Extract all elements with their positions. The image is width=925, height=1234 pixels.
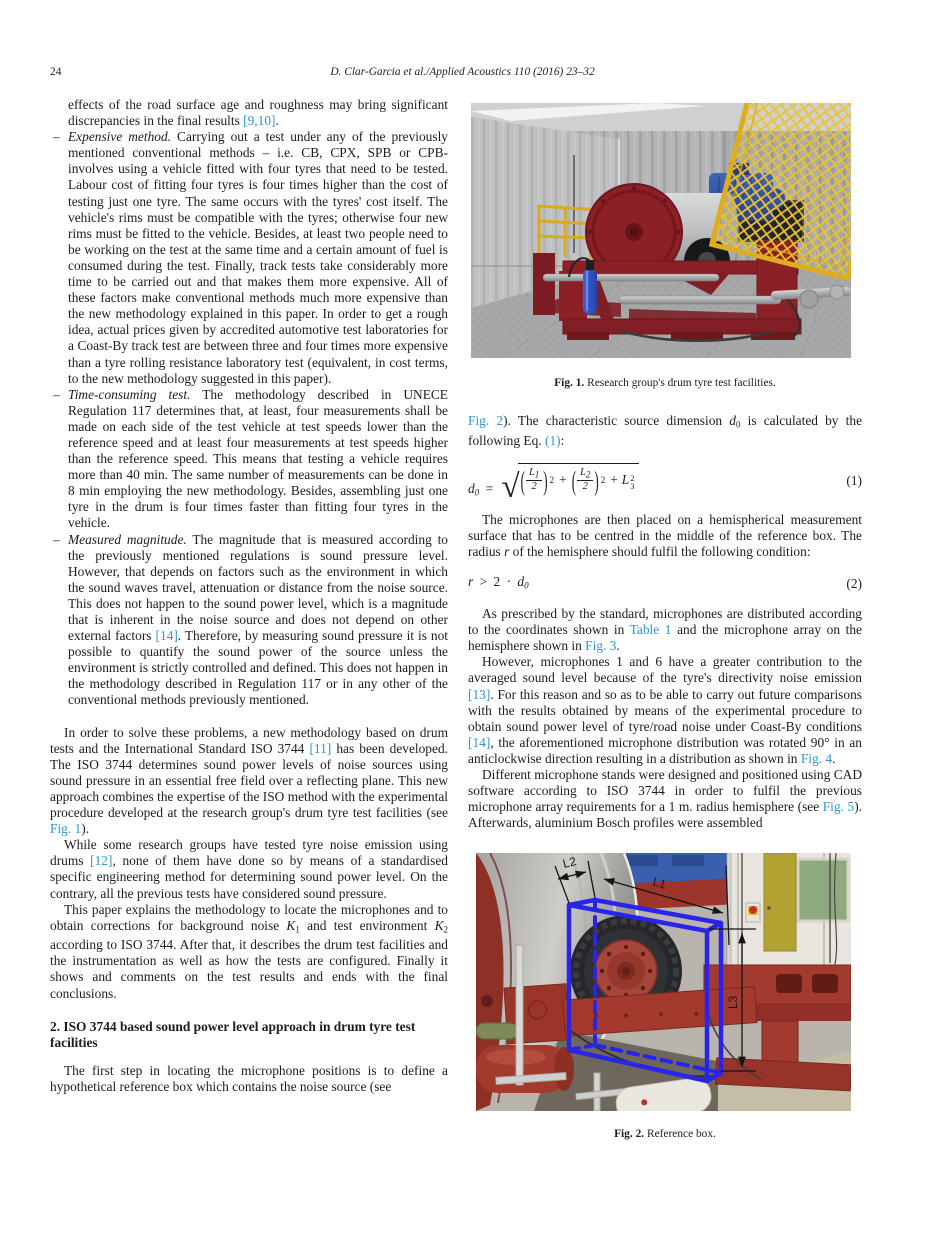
- equation2-expression: r > 2 · d0: [468, 574, 529, 591]
- text-run: is calculated by the following Eq.: [468, 413, 863, 448]
- text-run: The microphones are then placed on a hemispherical measurement surface that has to be centred in the middle of the reference box. The radius: [468, 512, 862, 560]
- reference-link[interactable]: Fig. 5: [822, 799, 855, 815]
- bullet-marker: –: [53, 531, 60, 547]
- text-run: of the hemisphere should fulfil the following condition:: [509, 544, 811, 560]
- reference-link[interactable]: Table 1: [629, 622, 672, 638]
- equation-1: [468, 463, 862, 505]
- paragraph: [50, 902, 448, 1002]
- reference-link[interactable]: [14]: [468, 734, 491, 750]
- figure1-caption-label: Fig. 1.: [554, 377, 585, 389]
- dimension-label-l3: L3: [726, 996, 740, 1010]
- equation2-number: (2): [846, 576, 862, 592]
- paragraph: [50, 725, 448, 838]
- text-run: Carrying out a test under any of the previously mentioned conventional methods – i.e. CB, CPX, SPB or CPB- involves using a vehicle fitted with four tyres that need to be tested. Labour cost of fitting four tyres is four times higher than the cost of testing just one tyre. The same occurs with the tyres' cost itself. The vehicle's rims must be compatible with the tyres; otherwise four new rims must be fitted to the vehicle. Besides, at least two people need to be working on the test at the same time and a certain amount of fuel is consumed during the test. Finally, track tests take considerably more time to be carried out and that makes them more expensive. All of these factors make conventional methods much more expensive than the new methodology explained in this paper. In order to get a rough idea, actual prices given by accredited automotive test laboratories for a Coast-By track test are between three and four times more expensive than a tyre rolling resistance laboratory test (equivalent, in cost terms, to the new methodology suggested in this paper).: [68, 129, 448, 386]
- running-head: D. Clar-Garcia et al./Applied Acoustics 110 (2016) 23–32: [330, 66, 595, 78]
- text-run: The first step in locating the microphone positions is to define a hypothetical reference box which contains the noise source (see: [50, 1062, 448, 1094]
- reference-link[interactable]: [11]: [309, 740, 332, 756]
- text-run: , the aforementioned microphone distribution was rotated 90° in an anticlockwise direction resulting in a distribution as shown in: [468, 734, 862, 766]
- paragraph: [468, 767, 862, 831]
- paragraph: [50, 1063, 448, 1095]
- figure-1: [468, 103, 862, 390]
- figure-2: [468, 853, 862, 1141]
- equation1-number: (1): [846, 473, 862, 489]
- text-run: d: [729, 413, 736, 428]
- figure1-photo-drum-test-facility: [471, 103, 851, 358]
- text-run: Expensive method.: [68, 129, 172, 145]
- section-heading: 2. ISO 3744 based sound power level approach in drum tyre test facilities: [50, 1018, 416, 1050]
- right-column: [468, 97, 862, 1153]
- text-run: As prescribed by the standard, microphones are distributed according to the coordinates shown in: [468, 606, 862, 638]
- reference-link[interactable]: (1): [545, 432, 561, 448]
- text-run: r: [504, 544, 510, 560]
- figure2-caption-text: Reference box.: [644, 1128, 716, 1141]
- text-run: , none of them have done so by means of a standardised specific engineering method for determining sound power level. On the contrary, all the previous tests have considered sound pressure.: [50, 853, 448, 901]
- text-run: according to ISO 3744. After that, it describes the drum test facilities and the instrumentation as well as how the tests are configured. Finally it shows and comments on the test results and ends with the final conclusions.: [50, 937, 448, 1001]
- paragraph: [50, 837, 448, 901]
- bullet-text: [68, 387, 448, 531]
- paragraph-continuation: [68, 97, 448, 129]
- text-run: and test environment: [299, 917, 435, 933]
- figure2-caption-label: Fig. 2.: [614, 1128, 645, 1141]
- bullet-item-measured-magnitude: [50, 532, 448, 709]
- radical-sign: √: [501, 468, 520, 505]
- text-run: .: [616, 638, 620, 654]
- reference-link[interactable]: [13]: [468, 686, 491, 702]
- dimension-label-l1: L1: [651, 874, 668, 892]
- equation1-expression: d0 = √ ( $\frac{L1}{2}$ ) 2 + ( $\frac{L2}{2}$ ) 2 + L 2 3: [468, 463, 639, 500]
- text-run: . For this reason and so as to be able to carry out future comparisons with the results obtained by means of the experimental procedure to obtain sound power level of tyre/road noise under Coast-By conditions: [468, 686, 862, 734]
- text-run: ).: [81, 821, 90, 837]
- left-column: [50, 97, 448, 1095]
- text-run: Time-consuming test.: [68, 386, 191, 402]
- text-run: 2: [443, 924, 448, 935]
- reference-link[interactable]: [9,10]: [243, 113, 276, 129]
- text-run: 1: [295, 924, 300, 935]
- text-run: ). The characteristic source dimension: [503, 413, 730, 428]
- text-run: The magnitude that is measured according to the previously mentioned regulations is sound pressure level. However, that depends on factors such as the environment in which the sound waves travel, attenuation or distance from the noise source. This does not happen to the sound power level, which is a magnitude that is inherent in the noise source and does not depend on other external factors: [68, 531, 449, 644]
- text-run: While some research groups have tested tyre noise emission using drums: [50, 837, 448, 869]
- text-run: .: [832, 750, 836, 766]
- text-run: effects of the road surface age and roughness may bring significant discrepancies in the final results: [68, 97, 448, 129]
- reference-link[interactable]: Fig. 1: [50, 821, 82, 837]
- text-run: Different microphone stands were designed and positioned using CAD software according to ISO 3744 in order to fulfil the previous microphone array requirements for a 1 m. radius hemisphere (see: [468, 766, 862, 815]
- text-run: :: [560, 432, 565, 448]
- figure2-caption: [468, 1127, 862, 1141]
- reference-link[interactable]: Fig. 3: [585, 638, 617, 654]
- bullet-item-time-consuming-test: [50, 387, 448, 532]
- text-run: In order to solve these problems, a new methodology based on drum tests and the International Standard ISO 3744: [50, 724, 448, 756]
- text-run: However, microphones 1 and 6 have a greater contribution to the averaged sound level because of the tyre's directivity noise emission: [468, 654, 862, 686]
- text-run: 0: [735, 419, 741, 430]
- figure1-caption-text: Research group's drum tyre test facilities.: [584, 377, 776, 389]
- paragraph: [468, 512, 862, 560]
- text-run: K: [286, 917, 296, 933]
- bullet-item-expensive-method: [50, 129, 448, 387]
- bullet-marker: –: [53, 129, 60, 145]
- paragraph: [468, 413, 862, 449]
- paragraph: [468, 654, 862, 767]
- page-number: 24: [50, 66, 62, 78]
- reference-link[interactable]: [14]: [155, 628, 178, 644]
- text-run: has been developed. The ISO 3744 determines sound power levels of noise sources using sound pressure in an essential free field over a reflecting plane. This new approach combines the expertise of the ISO method with the experimental procedure developed at the research group's drum tyre test facilities (see: [50, 740, 448, 821]
- figure1-caption: [468, 376, 862, 390]
- equation-2: [468, 574, 862, 594]
- reference-link[interactable]: Fig. 4: [800, 750, 833, 766]
- text-run: .: [275, 113, 279, 129]
- text-run: . Therefore, by measuring sound pressure it is not possible to quantify the sound power of the source unless the environment is strictly controlled and defined. This does not happen in the methodology described in Regulation 117 or in any other of the conventional methods previously mentioned.: [68, 628, 448, 708]
- text-run: This paper explains the methodology to locate the microphones and to obtain corrections for background noise: [50, 901, 448, 933]
- paragraph: [468, 606, 862, 654]
- bullet-text: [68, 129, 448, 385]
- text-run: and the microphone array on the hemisphere shown in: [468, 622, 862, 654]
- reference-link[interactable]: Fig. 2: [468, 413, 504, 428]
- figure2-photo-reference-box: [476, 853, 851, 1111]
- text-run: ). Afterwards, aluminium Bosch profiles were assembled: [468, 799, 862, 831]
- text-run: Measured magnitude.: [68, 531, 187, 547]
- bullet-marker: –: [53, 386, 60, 402]
- text-run: K: [434, 917, 444, 933]
- dimension-label-l2: L2: [561, 854, 578, 872]
- text-run: The methodology described in UNECE Regulation 117 determines that, at least, four measurements shall be made on each side of the test vehicle at test speeds lower than the reference speed and at least four measurements at test speeds higher than the reference speed. This means that testing a vehicle requires more than 40 min. The same number of measurements can be done in 8 min employing the new methodology. Besides, assembling just one tyre in the drum is four times faster than fitting four tyres in the vehicle.: [68, 386, 448, 531]
- reference-link[interactable]: [12]: [90, 853, 113, 869]
- bullet-text: [68, 532, 448, 708]
